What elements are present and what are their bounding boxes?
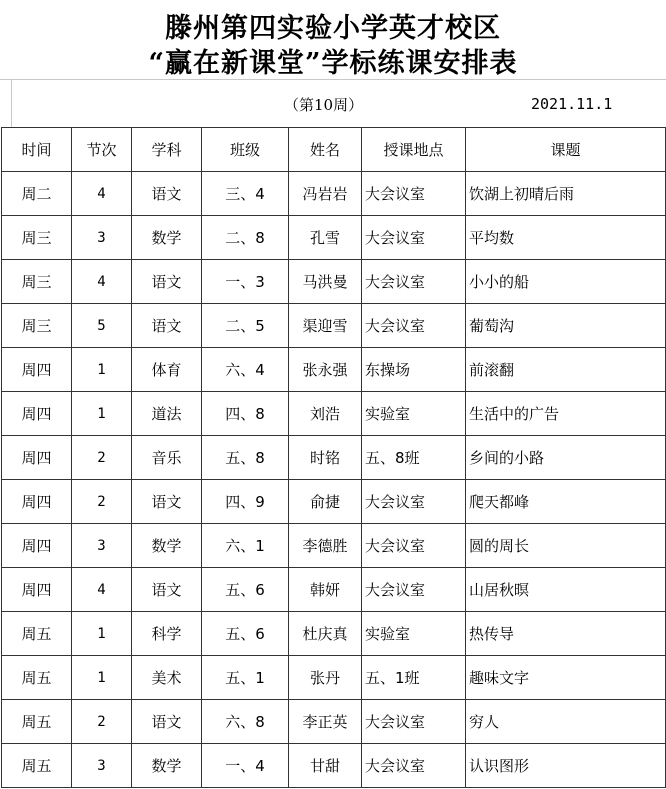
table-header-row xyxy=(2,128,666,172)
cell-topic: 山居秋暝 xyxy=(466,568,666,612)
cell-subject: 语文 xyxy=(132,568,202,612)
cell-topic: 饮湖上初晴后雨 xyxy=(466,172,666,216)
week-label: （第10周） xyxy=(284,96,364,114)
cell-time: 周五 xyxy=(2,700,72,744)
cell-period: 1 xyxy=(72,348,132,392)
column-header-name: 姓名 xyxy=(289,128,362,172)
cell-location: 东操场 xyxy=(362,348,466,392)
cell-period: 1 xyxy=(72,612,132,656)
cell-topic: 穷人 xyxy=(466,700,666,744)
cell-period: 1 xyxy=(72,392,132,436)
cell-class: 四、8 xyxy=(202,392,289,436)
cell-time: 周三 xyxy=(2,260,72,304)
cell-name: 俞捷 xyxy=(289,480,362,524)
cell-subject: 语文 xyxy=(132,172,202,216)
cell-name: 时铭 xyxy=(289,436,362,480)
cell-class: 六、8 xyxy=(202,700,289,744)
cell-name: 渠迎雪 xyxy=(289,304,362,348)
column-header-topic: 课题 xyxy=(466,128,666,172)
cell-location: 大会议室 xyxy=(362,568,466,612)
cell-time: 周四 xyxy=(2,524,72,568)
cell-subject: 音乐 xyxy=(132,436,202,480)
cell-topic: 热传导 xyxy=(466,612,666,656)
cell-period: 3 xyxy=(72,216,132,260)
cell-period: 4 xyxy=(72,568,132,612)
cell-location: 大会议室 xyxy=(362,524,466,568)
cell-class: 五、6 xyxy=(202,568,289,612)
cell-location: 大会议室 xyxy=(362,304,466,348)
sheet-gridline xyxy=(0,79,666,80)
cell-topic: 葡萄沟 xyxy=(466,304,666,348)
cell-location: 大会议室 xyxy=(362,172,466,216)
column-header-class: 班级 xyxy=(202,128,289,172)
cell-name: 张丹 xyxy=(289,656,362,700)
cell-period: 4 xyxy=(72,260,132,304)
cell-class: 五、6 xyxy=(202,612,289,656)
cell-subject: 数学 xyxy=(132,744,202,788)
cell-time: 周五 xyxy=(2,744,72,788)
cell-subject: 体育 xyxy=(132,348,202,392)
table-row xyxy=(2,436,666,480)
cell-location: 五、1班 xyxy=(362,656,466,700)
cell-period: 5 xyxy=(72,304,132,348)
cell-period: 2 xyxy=(72,700,132,744)
cell-time: 周五 xyxy=(2,656,72,700)
cell-name: 李正英 xyxy=(289,700,362,744)
cell-subject: 道法 xyxy=(132,392,202,436)
table-row xyxy=(2,568,666,612)
schedule-table xyxy=(1,127,666,788)
cell-name: 冯岩岩 xyxy=(289,172,362,216)
cell-topic: 前滚翻 xyxy=(466,348,666,392)
table-row xyxy=(2,700,666,744)
cell-subject: 数学 xyxy=(132,216,202,260)
cell-name: 张永强 xyxy=(289,348,362,392)
cell-period: 2 xyxy=(72,480,132,524)
date-label: 2021.11.1 xyxy=(531,95,613,113)
column-header-location: 授课地点 xyxy=(362,128,466,172)
column-header-period: 节次 xyxy=(72,128,132,172)
cell-location: 大会议室 xyxy=(362,216,466,260)
cell-location: 大会议室 xyxy=(362,700,466,744)
cell-subject: 语文 xyxy=(132,304,202,348)
cell-time: 周四 xyxy=(2,568,72,612)
table-row xyxy=(2,744,666,788)
cell-subject: 数学 xyxy=(132,524,202,568)
table-row xyxy=(2,612,666,656)
cell-name: 韩妍 xyxy=(289,568,362,612)
cell-location: 大会议室 xyxy=(362,744,466,788)
cell-time: 周三 xyxy=(2,304,72,348)
cell-location: 实验室 xyxy=(362,612,466,656)
cell-name: 孔雪 xyxy=(289,216,362,260)
cell-class: 一、4 xyxy=(202,744,289,788)
cell-class: 二、8 xyxy=(202,216,289,260)
column-header-subject: 学科 xyxy=(132,128,202,172)
cell-time: 周四 xyxy=(2,348,72,392)
cell-time: 周三 xyxy=(2,216,72,260)
cell-topic: 认识图形 xyxy=(466,744,666,788)
cell-period: 3 xyxy=(72,744,132,788)
cell-topic: 生活中的广告 xyxy=(466,392,666,436)
cell-name: 杜庆真 xyxy=(289,612,362,656)
table-row xyxy=(2,260,666,304)
table-row xyxy=(2,304,666,348)
school-title: 滕州第四实验小学英才校区 xyxy=(165,13,501,44)
table-row xyxy=(2,524,666,568)
cell-time: 周二 xyxy=(2,172,72,216)
cell-subject: 语文 xyxy=(132,700,202,744)
cell-period: 3 xyxy=(72,524,132,568)
cell-subject: 语文 xyxy=(132,260,202,304)
table-row xyxy=(2,656,666,700)
cell-time: 周五 xyxy=(2,612,72,656)
cell-class: 五、8 xyxy=(202,436,289,480)
cell-subject: 语文 xyxy=(132,480,202,524)
cell-name: 刘浩 xyxy=(289,392,362,436)
cell-time: 周四 xyxy=(2,392,72,436)
cell-class: 一、3 xyxy=(202,260,289,304)
cell-location: 大会议室 xyxy=(362,480,466,524)
cell-class: 六、4 xyxy=(202,348,289,392)
schedule-title: “赢在新课堂”学标练课安排表 xyxy=(148,48,518,79)
cell-location: 五、8班 xyxy=(362,436,466,480)
cell-period: 4 xyxy=(72,172,132,216)
cell-class: 四、9 xyxy=(202,480,289,524)
cell-topic: 圆的周长 xyxy=(466,524,666,568)
cell-topic: 平均数 xyxy=(466,216,666,260)
table-row xyxy=(2,216,666,260)
cell-time: 周四 xyxy=(2,480,72,524)
cell-period: 1 xyxy=(72,656,132,700)
cell-class: 六、1 xyxy=(202,524,289,568)
table-row xyxy=(2,172,666,216)
table-row xyxy=(2,348,666,392)
cell-subject: 美术 xyxy=(132,656,202,700)
cell-name: 马洪曼 xyxy=(289,260,362,304)
cell-topic: 乡间的小路 xyxy=(466,436,666,480)
cell-period: 2 xyxy=(72,436,132,480)
column-header-time: 时间 xyxy=(2,128,72,172)
cell-name: 李德胜 xyxy=(289,524,362,568)
cell-topic: 趣味文字 xyxy=(466,656,666,700)
table-row xyxy=(2,480,666,524)
sheet-gridline xyxy=(11,79,12,127)
table-row xyxy=(2,392,666,436)
cell-topic: 小小的船 xyxy=(466,260,666,304)
cell-class: 三、4 xyxy=(202,172,289,216)
cell-location: 大会议室 xyxy=(362,260,466,304)
cell-time: 周四 xyxy=(2,436,72,480)
cell-class: 二、5 xyxy=(202,304,289,348)
cell-subject: 科学 xyxy=(132,612,202,656)
cell-location: 实验室 xyxy=(362,392,466,436)
cell-name: 甘甜 xyxy=(289,744,362,788)
cell-class: 五、1 xyxy=(202,656,289,700)
cell-topic: 爬天都峰 xyxy=(466,480,666,524)
